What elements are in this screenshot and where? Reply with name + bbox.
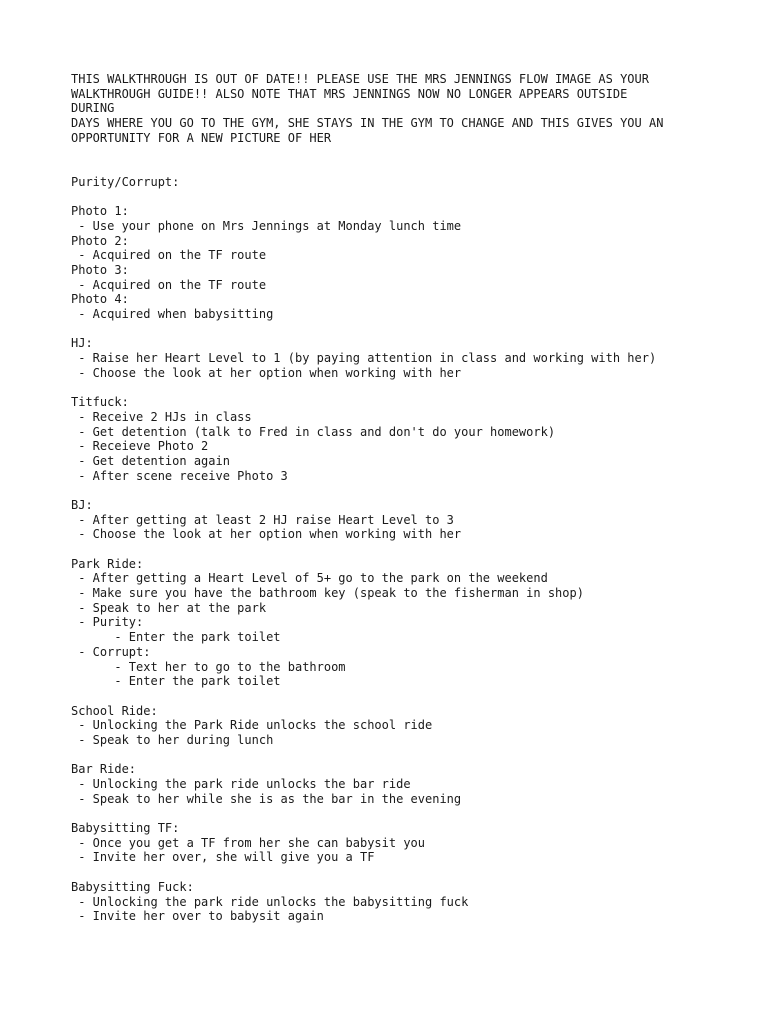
text-line: DAYS WHERE YOU GO TO THE GYM, SHE STAYS IN THE GYM TO CHANGE AND THIS GIVES YOU AN [71,116,664,131]
text-line: - Acquired on the TF route [71,248,267,263]
text-line: BJ: [71,497,93,512]
text-line: - Speak to her during lunch [71,732,274,747]
text-line: - Invite her over to babysit again [71,909,324,924]
text-line: - After scene receive Photo 3 [71,468,288,483]
text-line: - Once you get a TF from her she can babysit you [71,835,426,850]
text-line: Photo 3: [71,262,129,277]
text-line: - Unlocking the Park Ride unlocks the school ride [71,718,433,733]
text-line: - Purity: [71,615,144,630]
text-line: Photo 1: [71,204,129,219]
text-line: Park Ride: [71,556,144,571]
text-line: WALKTHROUGH GUIDE!! ALSO NOTE THAT MRS JENNINGS NOW NO LONGER APPEARS OUTSIDE [71,86,628,101]
text-line: - Invite her over, she will give you a TF [71,850,375,865]
text-line: - After getting a Heart Level of 5+ go to the park on the weekend [71,571,548,586]
text-line: - Corrupt: [71,644,151,659]
walkthrough-document [71,72,751,924]
text-line: HJ: [71,336,93,351]
text-line: Photo 2: [71,233,129,248]
text-line: OPPORTUNITY FOR A NEW PICTURE OF HER [71,130,332,145]
text-line: - Receive 2 HJs in class [71,409,252,424]
text-line: - Make sure you have the bathroom key (speak to the fisherman in shop) [71,586,584,601]
text-line: - Get detention (talk to Fred in class and don't do your homework) [71,424,556,439]
blank-line [71,190,751,205]
text-line: - Speak to her at the park [71,600,267,615]
text-line: Babysitting TF: [71,821,180,836]
blank-line [71,380,751,395]
text-line: - Text her to go to the bathroom [71,659,346,674]
blank-line [71,322,751,337]
blank-line [71,748,751,763]
text-line: - Enter the park toilet [71,674,281,689]
text-line: Babysitting Fuck: [71,879,194,894]
text-line: - Receieve Photo 2 [71,439,209,454]
blank-line [71,806,751,821]
text-line: Bar Ride: [71,762,137,777]
text-line: THIS WALKTHROUGH IS OUT OF DATE!! PLEASE USE THE MRS JENNINGS FLOW IMAGE AS YOUR [71,72,649,86]
text-line: Purity/Corrupt: [71,174,180,189]
text-line: - Enter the park toilet [71,630,281,645]
text-line: - Unlocking the park ride unlocks the babysitting fuck [71,894,469,909]
text-line: - Acquired when babysitting [71,307,274,321]
blank-line [71,689,751,704]
text-line: - Get detention again [71,453,230,468]
text-line: - Acquired on the TF route [71,277,267,292]
blank-line [71,865,751,880]
text-line: - Speak to her while she is as the bar in the evening [71,791,462,806]
text-line: Titfuck: [71,395,129,410]
blank-line [71,542,751,557]
blank-line [71,145,751,160]
text-line: - After getting at least 2 HJ raise Heart Level to 3 [71,512,454,527]
text-line: Photo 4: [71,292,129,307]
text-line: DURING [71,101,115,116]
text-line: - Raise her Heart Level to 1 (by paying attention in class and working with her) [71,351,657,366]
text-line: - Choose the look at her option when working with her [71,365,462,380]
text-line: School Ride: [71,703,158,718]
blank-line [71,483,751,498]
blank-line [71,160,751,175]
text-line: - Use your phone on Mrs Jennings at Monday lunch time [71,218,462,233]
text-line: - Unlocking the park ride unlocks the bar ride [71,777,411,791]
text-line: - Choose the look at her option when working with her [71,527,462,542]
